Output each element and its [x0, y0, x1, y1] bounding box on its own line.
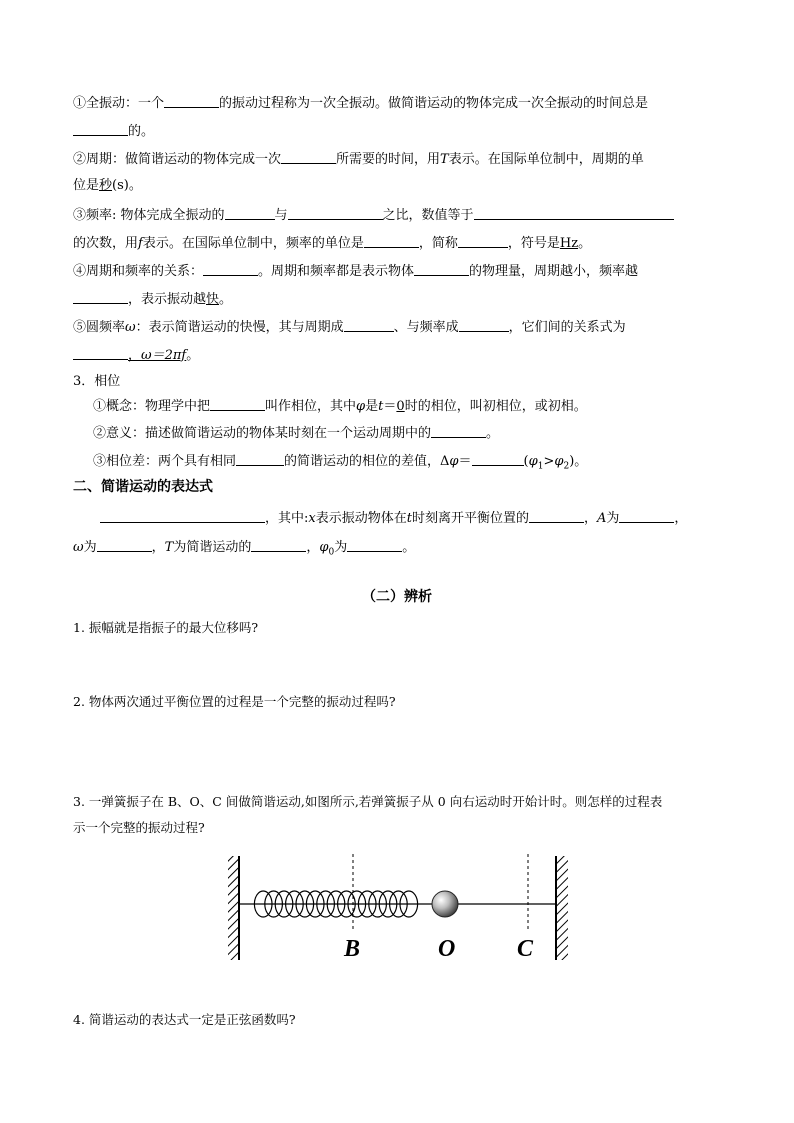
expression-line1: ，其中:x表示振动物体在t时刻离开平衡位置的 ，A为 ， [100, 508, 687, 528]
blank [431, 423, 486, 438]
phase-concept: ①概念：物理学中把 叫作相位，其中φ是t＝0时的相位，叫初相位，或初相。 [93, 396, 587, 416]
phase-meaning: ②意义：描述做简谐运动的物体某时刻在一个运动周期中的 。 [93, 423, 499, 443]
blank [364, 233, 419, 248]
spring-oscillator-figure [228, 852, 573, 964]
blank [474, 205, 674, 220]
blank [73, 345, 128, 360]
blank [281, 149, 336, 164]
blank [619, 508, 674, 523]
label-c: C [517, 936, 534, 962]
blank [251, 537, 306, 552]
blank [73, 121, 128, 136]
relation-line1: ④周期和频率的关系： 。周期和频率都是表示物体 的物理量，周期越小，频率越 [73, 261, 638, 281]
blank [414, 261, 469, 276]
period-line1: ②周期：做简谐运动的物体完成一次 所需要的时间，用T表示。在国际单位制中，周期的单 [73, 149, 644, 169]
blank [472, 451, 524, 466]
full-vibration-line2: 的。 [73, 121, 154, 141]
angular-frequency-line1: ⑤圆频率ω：表示简谐运动的快慢，其与周期成 、与频率成 ，它们间的关系式为 [73, 317, 626, 337]
relation-line2: ，表示振动越快。 [73, 289, 232, 309]
blank [288, 205, 383, 220]
blank [529, 508, 584, 523]
blank [73, 289, 128, 304]
question-3-line1: 3. 一弹簧振子在 B、O、C 间做简谐运动,如图所示,若弹簧振子从 0 向右运动时开始计时。则怎样的过程表 [73, 794, 663, 809]
blank [164, 93, 219, 108]
question-3-line2: 示一个完整的振动过程? [73, 820, 205, 835]
blank [459, 317, 509, 332]
blank [344, 317, 394, 332]
frequency-line2: 的次数，用f表示。在国际单位制中，频率的单位是 ，简称 ，符号是Hz。 [73, 233, 591, 253]
period-line2: 位是秒(s)。 [73, 178, 142, 193]
blank [225, 205, 275, 220]
expression-line2: ω为 ，T为简谐运动的 ，$\varphi_0$为 。 [73, 537, 415, 562]
blank [236, 451, 284, 466]
label-o: O [438, 936, 456, 962]
label-b: B [344, 936, 361, 962]
frequency-line1: ③频率: 物体完成全振动的 与 之比，数值等于 [73, 205, 674, 225]
section-heading-analysis: （二）辨析 [362, 589, 432, 605]
left-wall [228, 856, 239, 960]
question-2: 2. 物体两次通过平衡位置的过程是一个完整的振动过程吗? [73, 694, 396, 709]
oscillator-ball [432, 891, 458, 917]
section-heading-expression: 二、简谐运动的表达式 [73, 479, 213, 495]
blank [100, 508, 265, 523]
phase-difference: ③相位差：两个具有相同 的简谐运动的相位的差值，$\Delta\varphi= (\varphi_1>\varphi_2)$。 [93, 451, 587, 476]
blank [347, 537, 402, 552]
blank [203, 261, 258, 276]
blank [458, 233, 508, 248]
angular-frequency-line2: ，ω＝2πf。 [73, 345, 199, 365]
full-vibration-line1: ①全振动：一个 的振动过程称为一次全振动。做简谐运动的物体完成一次全振动的时间总是 [73, 93, 648, 113]
question-4: 4. 简谐运动的表达式一定是正弦函数吗? [73, 1012, 296, 1027]
blank [97, 537, 152, 552]
question-1: 1. 振幅就是指振子的最大位移吗? [73, 620, 259, 635]
right-wall [556, 856, 568, 960]
phase-title: 3．相位 [73, 374, 121, 389]
blank [210, 396, 265, 411]
